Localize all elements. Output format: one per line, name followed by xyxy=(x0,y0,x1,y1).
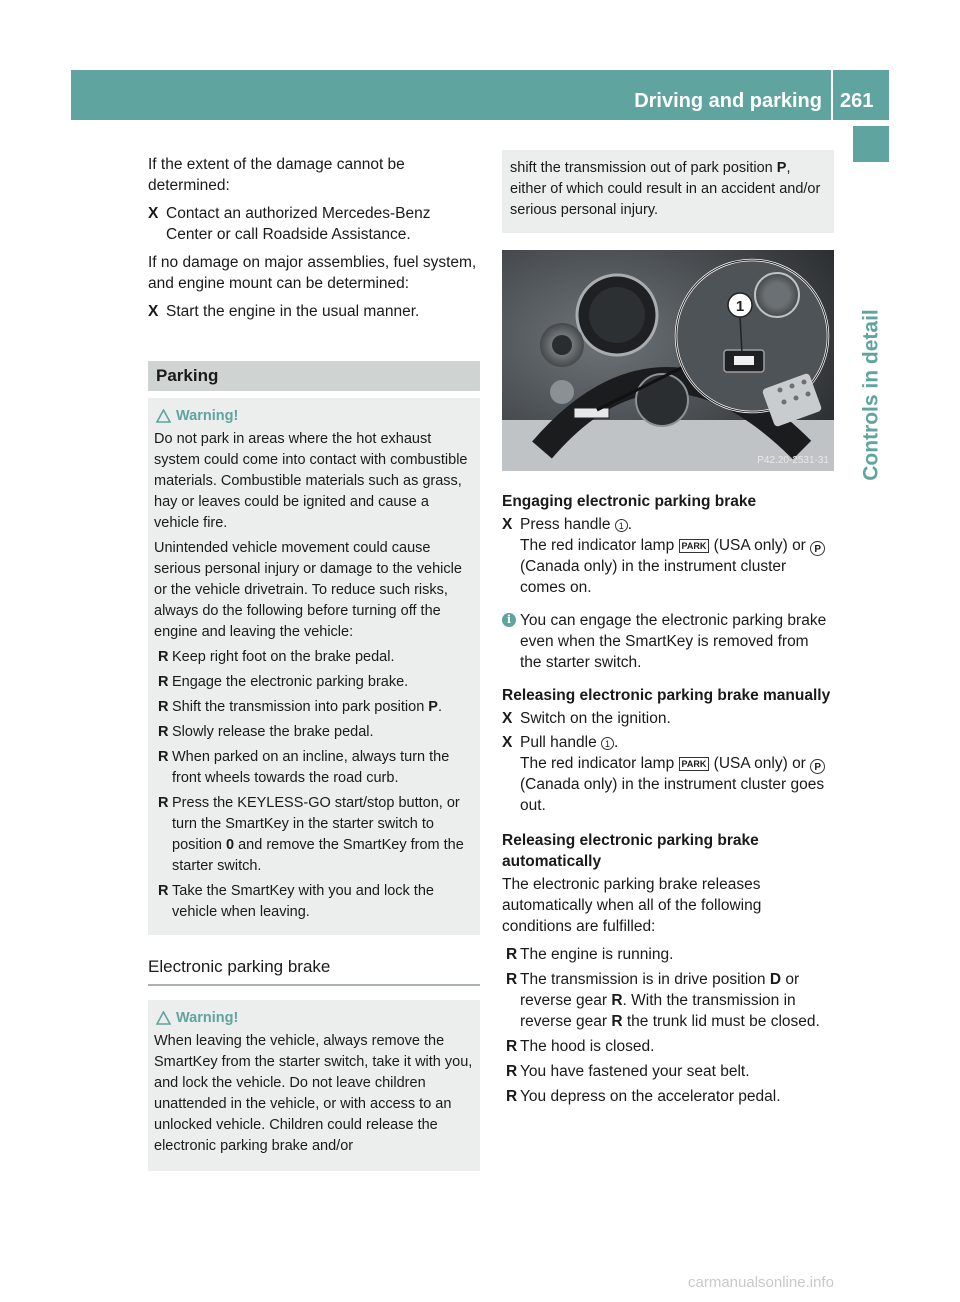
warning-title: Warning! xyxy=(154,406,474,427)
bullet-icon: R xyxy=(158,724,169,740)
p-lamp-icon: P xyxy=(810,759,825,774)
park-lamp-icon: PARK xyxy=(679,539,710,553)
list-item: R Shift the transmission into park position P. xyxy=(154,697,474,718)
list-item: R Slowly release the brake pedal. xyxy=(154,722,474,743)
bullet-icon: R xyxy=(506,1063,518,1080)
step-arrow-icon: X xyxy=(502,734,513,751)
bullet-icon: R xyxy=(506,1088,518,1105)
warning-title: Warning! xyxy=(154,1008,474,1029)
section-heading-electronic-parking-brake: Electronic parking brake xyxy=(148,956,480,986)
section-heading-parking: Parking xyxy=(148,361,480,391)
list-item: R Keep right foot on the brake pedal. xyxy=(154,647,474,668)
footer-watermark: carmanualsonline.info xyxy=(688,1274,834,1291)
bullet-icon: R xyxy=(158,795,169,811)
conditions-intro: The electronic parking brake releases automatically when all of the following conditions are fulfilled: xyxy=(502,876,762,935)
list-item: R Press the KEYLESS-GO start/stop button, or turn the SmartKey in the starter switch to position 0 and remove the SmartKey from the starter switch. xyxy=(158,795,464,874)
warning-paragraph: Do not park in areas where the hot exhaust system could come into contact with combustible materials. Combustible materials such as grass, hay or leaves could be ignited and cause a vehicle fire. xyxy=(154,431,468,531)
heading-engaging: Engaging electronic parking brake xyxy=(502,493,757,510)
left-column xyxy=(148,154,480,1171)
instruction-step: X Contact an authorized Mercedes-Benz Center or call Roadside Assistance. xyxy=(148,205,431,243)
heading-releasing-manually: Releasing electronic parking brake manually xyxy=(502,687,831,704)
warning-triangle-icon xyxy=(156,1011,171,1025)
step-arrow-icon: X xyxy=(502,516,513,533)
list-item: R You depress on the accelerator pedal. xyxy=(506,1088,781,1105)
figure-callout-1: 1 xyxy=(735,298,745,315)
warning-triangle-icon xyxy=(156,409,171,423)
bullet-icon: R xyxy=(506,971,518,988)
warning-box xyxy=(148,1000,480,1171)
heading-releasing-automatically: Releasing electronic parking brake automatically xyxy=(502,832,759,870)
instruction-step: X Pull handle 1 . The red indicator lamp PARK (USA only) or P (Canada only) in the instrument cluster goes out. xyxy=(502,734,825,814)
warning-paragraph: Unintended vehicle movement could cause serious personal injury or damage to the vehicle or the vehicle drivetrain. To reduce such risks, always do the following before turning off the engine and leaving the vehicle: xyxy=(154,540,462,640)
warning-continuation: shift the transmission out of park position P, either of which could result in an accident and/or serious personal injury. xyxy=(502,150,834,233)
header-separator xyxy=(831,70,833,120)
parking-brake-figure xyxy=(502,250,834,471)
bullet-icon: R xyxy=(158,749,169,765)
figure-code: P42.20-2531-31 xyxy=(757,455,829,466)
right-column xyxy=(502,150,834,1111)
bullet-icon: R xyxy=(158,883,169,899)
warning-box xyxy=(148,398,480,935)
instruction-step: X Switch on the ignition. xyxy=(502,710,671,727)
callout-1-icon: 1 xyxy=(601,737,614,750)
p-lamp-icon: P xyxy=(810,541,825,556)
bullet-icon: R xyxy=(158,674,169,690)
page-number: 261 xyxy=(840,90,874,112)
list-item: R You have fastened your seat belt. xyxy=(506,1063,750,1080)
step-arrow-icon: X xyxy=(502,710,513,727)
intro-text: If the extent of the damage cannot be determined: xyxy=(148,156,405,194)
instruction-step: X Start the engine in the usual manner. xyxy=(148,303,420,320)
callout-1-icon: 1 xyxy=(615,519,628,532)
info-icon: i xyxy=(502,613,516,627)
list-item: R The engine is running. xyxy=(506,946,674,963)
step-arrow-icon: X xyxy=(148,303,159,320)
condition-text: If no damage on major assemblies, fuel system, and engine mount can be determined: xyxy=(148,254,477,292)
info-note: i You can engage the electronic parking brake even when the SmartKey is removed from the starter switch. xyxy=(502,610,834,673)
list-item: R Take the SmartKey with you and lock the vehicle when leaving. xyxy=(158,883,434,920)
warning-paragraph: When leaving the vehicle, always remove the SmartKey from the starter switch, take it with you, and lock the vehicle. Do not leave children unattended in the vehicle, or with access to an unlocked vehicle. Children could release the electronic parking brake and/or xyxy=(154,1033,473,1154)
bullet-icon: R xyxy=(158,649,169,665)
list-item: R The transmission is in drive position D or reverse gear R. With the transmission in reverse gear R the trunk lid must be closed. xyxy=(506,971,820,1030)
bullet-icon: R xyxy=(158,699,169,715)
list-item: R The hood is closed. xyxy=(506,1038,655,1055)
bullet-icon: R xyxy=(506,946,518,963)
cockpit-illustration xyxy=(502,250,834,471)
chapter-title: Driving and parking xyxy=(634,90,822,112)
park-lamp-icon: PARK xyxy=(679,757,710,771)
side-tab-marker xyxy=(853,126,889,162)
instruction-step: X Press handle 1 . The red indicator lamp PARK (USA only) or P (Canada only) in the instrument cluster comes on. xyxy=(502,514,834,598)
bullet-icon: R xyxy=(506,1038,518,1055)
list-item: R When parked on an incline, always turn the front wheels towards the road curb. xyxy=(158,749,450,786)
list-item: R Engage the electronic parking brake. xyxy=(154,672,474,693)
step-arrow-icon: X xyxy=(148,205,159,222)
